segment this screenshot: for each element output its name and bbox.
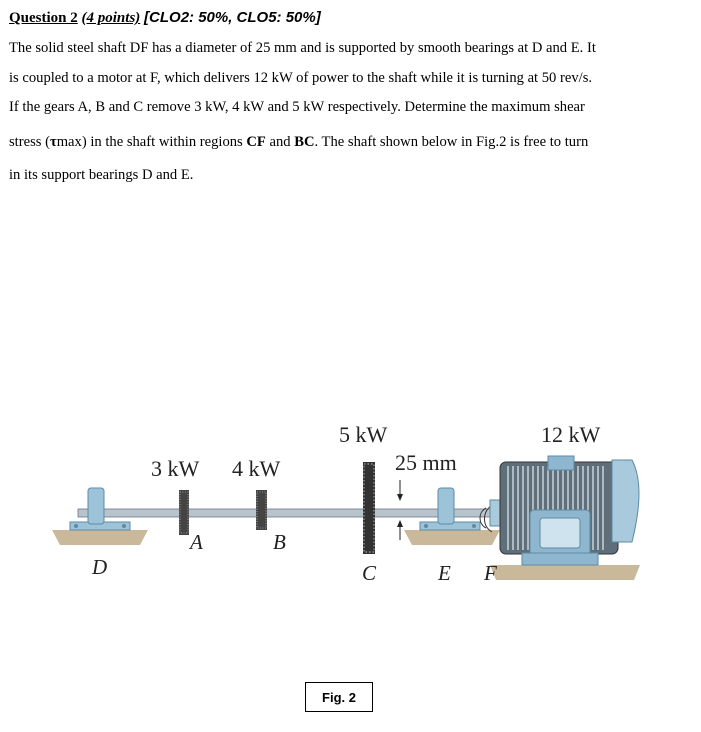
- line4-and: and: [265, 134, 295, 150]
- point-label-c: C: [362, 561, 377, 585]
- point-label-d: D: [92, 555, 108, 579]
- figure-caption: Fig. 2: [305, 682, 373, 712]
- diameter-label: 25 mm: [395, 450, 457, 475]
- question-clo: [CLO2: 50%, CLO5: 50%]: [144, 9, 321, 26]
- point-label-f: F: [484, 561, 497, 585]
- point-label-b: B: [273, 530, 286, 554]
- ground-motor: [490, 565, 640, 580]
- question-line-2: is coupled to a motor at F, which delivers 12 kW of power to the shaft while it is turning at 50 rev/s.: [9, 70, 593, 86]
- question-line-3: If the gears A, B and C remove 3 kW, 4 kW and 5 kW respectively. Determine the maximum shear: [9, 99, 585, 115]
- region-bc: BC: [294, 134, 315, 150]
- ground-e: [404, 530, 500, 545]
- region-cf: CF: [246, 134, 266, 150]
- gear-b: [256, 490, 267, 530]
- power-label-b: 4 kW: [232, 456, 281, 481]
- tau-subscript: max: [56, 134, 82, 150]
- question-points: (4 points): [81, 10, 141, 26]
- point-label-a: A: [190, 530, 203, 554]
- power-label-a: 3 kW: [151, 456, 200, 481]
- power-label-f: 12 kW: [541, 422, 601, 447]
- ground-d: [52, 530, 148, 545]
- question-line-1: The solid steel shaft DF has a diameter of 25 mm and is supported by smooth bearings at D and E. It: [9, 40, 596, 56]
- question-number: Question 2: [9, 10, 78, 26]
- gear-c: [363, 462, 375, 554]
- gear-a: [179, 490, 189, 535]
- question-line-5: in its support bearings D and E.: [9, 167, 194, 183]
- point-label-e: E: [438, 561, 451, 585]
- line4-mid: ) in the shaft within regions: [81, 134, 247, 150]
- line4-post: . The shaft shown below in Fig.2 is free to turn: [314, 134, 589, 150]
- tau-symbol: τ: [49, 134, 57, 150]
- motor: [500, 456, 639, 565]
- power-label-c: 5 kW: [339, 422, 388, 447]
- line4-pre: stress (: [9, 134, 50, 150]
